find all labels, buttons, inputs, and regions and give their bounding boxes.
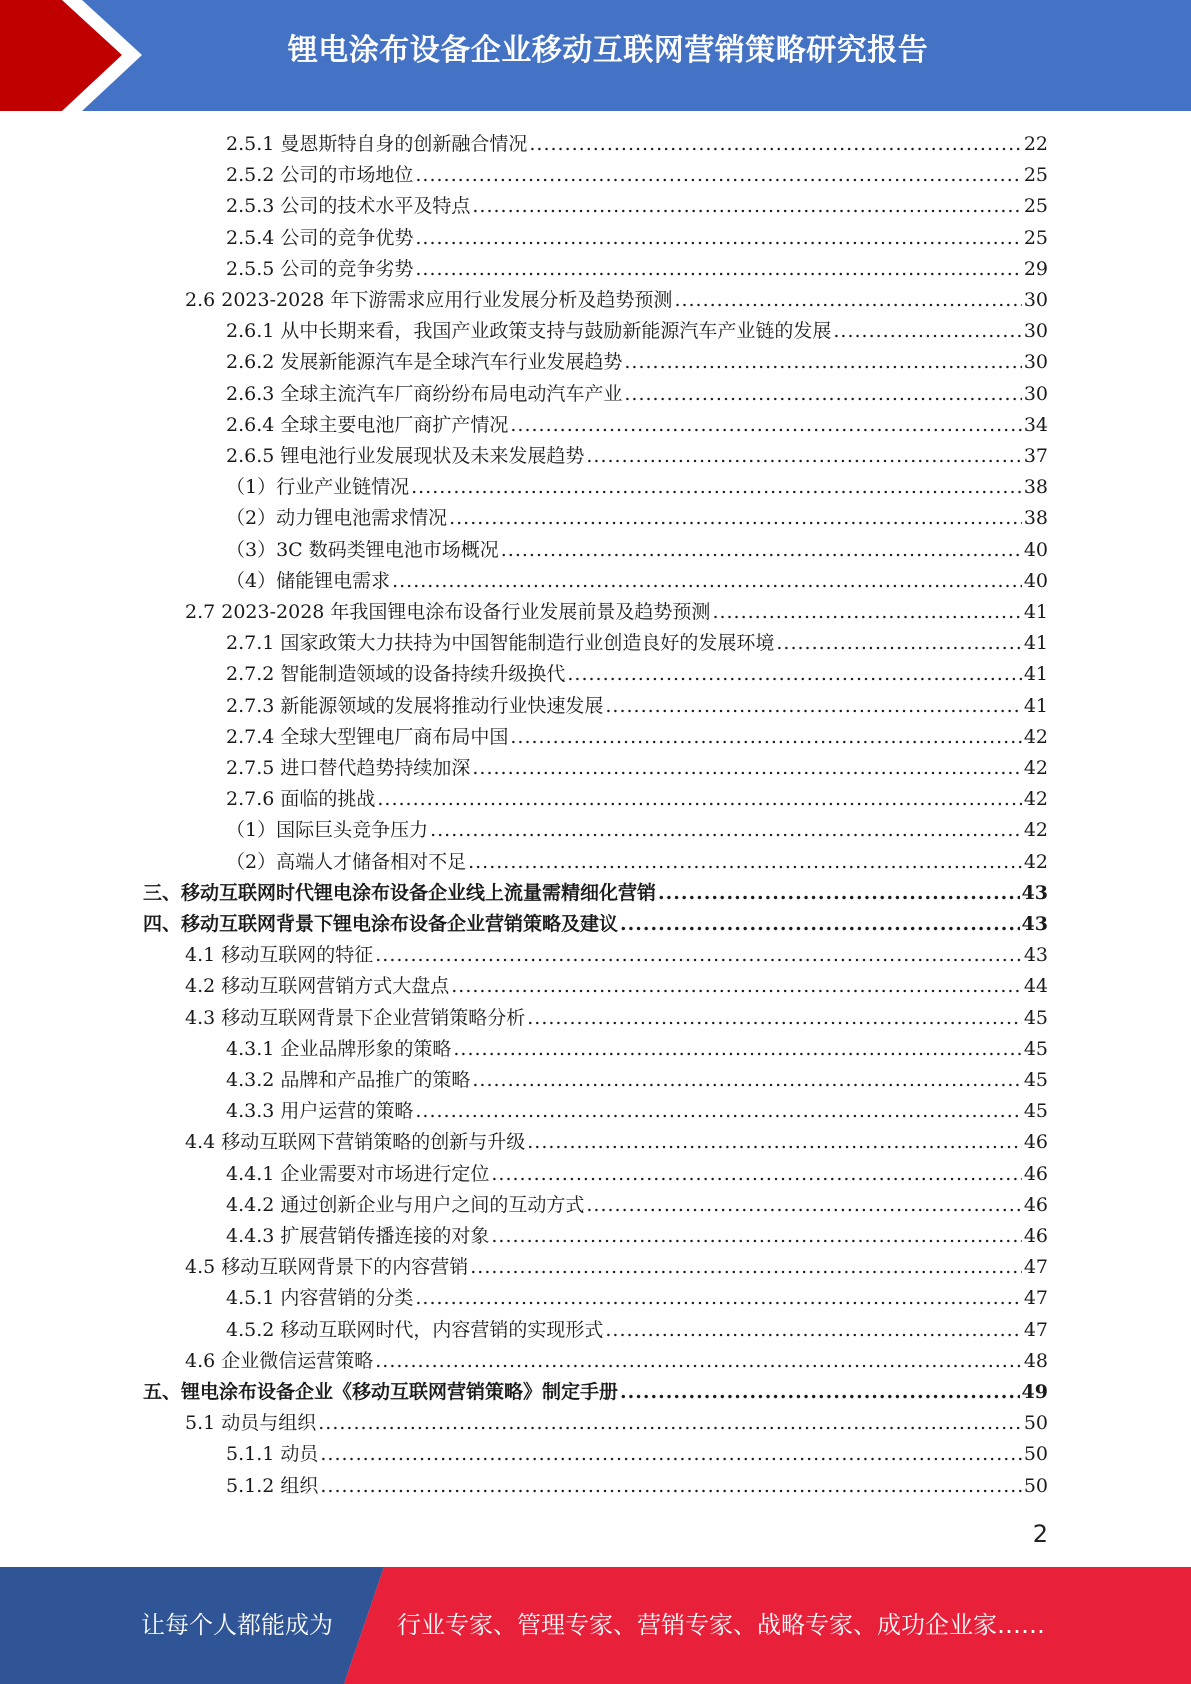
toc-entry-page: 25 (1023, 164, 1048, 187)
toc-dot-leader (415, 163, 1021, 187)
toc-entry[interactable] (226, 783, 1048, 811)
toc-entry[interactable] (226, 752, 1048, 780)
toc-entry-page: 29 (1023, 257, 1048, 280)
toc-entry[interactable] (226, 253, 1048, 281)
toc-entry-title: （4）储能锂电需求 (226, 569, 391, 592)
toc-entry-page: 47 (1023, 1287, 1048, 1310)
toc-entry-page: 30 (1023, 320, 1048, 343)
toc-entry-page: 47 (1023, 1318, 1048, 1341)
toc-entry[interactable] (226, 346, 1048, 374)
toc-entry-page: 41 (1023, 601, 1048, 623)
toc-dot-leader (776, 631, 1021, 655)
toc-entry[interactable] (226, 658, 1048, 686)
toc-entry[interactable] (226, 1438, 1048, 1466)
toc-entry[interactable] (226, 1158, 1048, 1186)
toc-dot-leader (527, 1130, 1022, 1154)
toc-entry[interactable] (226, 159, 1048, 187)
toc-entry-title: 2.5.4 公司的竞争优势 (226, 226, 414, 249)
toc-dot-leader (375, 943, 1022, 967)
toc-entry-page: 50 (1023, 1412, 1048, 1435)
toc-entry-title: 2.7 2023-2028 年我国锂电涂布设备行业发展前景及趋势预测 (185, 601, 711, 623)
toc-entry-title: 4.3.2 品牌和产品推广的策略 (226, 1069, 471, 1091)
toc-entry[interactable] (226, 190, 1048, 218)
toc-entry[interactable] (185, 1251, 1048, 1279)
toc-dot-leader (833, 319, 1021, 343)
toc-entry[interactable] (143, 877, 1048, 905)
toc-dot-leader (320, 1474, 1021, 1498)
toc-entry[interactable] (226, 627, 1048, 655)
toc-dot-leader (375, 1349, 1022, 1373)
toc-entry-page: 50 (1023, 1443, 1048, 1466)
toc-dot-leader (712, 600, 1021, 624)
toc-dot-leader (377, 787, 1021, 811)
toc-entry-page: 42 (1023, 819, 1048, 842)
page-number: 2 (1032, 1520, 1048, 1548)
toc-dot-leader (453, 1037, 1021, 1061)
toc-entry[interactable] (185, 1126, 1048, 1154)
toc-entry-page: 45 (1023, 1069, 1048, 1091)
toc-entry-title: 2.5.5 公司的竞争劣势 (226, 257, 414, 280)
toc-entry-page: 30 (1023, 382, 1048, 405)
report-title: 锂电涂布设备企业移动互联网营销策略研究报告 (287, 33, 929, 68)
toc-entry-title: （1）国际巨头竞争压力 (226, 819, 429, 842)
toc-entry-title: 2.6 2023-2028 年下游需求应用行业发展分析及趋势预测 (185, 289, 673, 311)
toc-entry[interactable] (226, 1314, 1048, 1342)
toc-entry-title: 三、移动互联网时代锂电涂布设备企业线上流量需精细化营销 (143, 881, 657, 904)
toc-entry[interactable] (226, 690, 1048, 718)
toc-entry-title: 4.1 移动互联网的特征 (185, 944, 374, 967)
toc-entry-title: 2.6.5 锂电池行业发展现状及未来发展趋势 (226, 445, 585, 467)
toc-entry-title: （2）高端人才储备相对不足 (226, 850, 467, 873)
toc-entry-page: 46 (1023, 1193, 1048, 1216)
toc-entry-page: 43 (1021, 913, 1048, 935)
toc-entry-page: 25 (1023, 195, 1048, 218)
toc-dot-leader (430, 818, 1022, 842)
toc-entry[interactable] (185, 1407, 1048, 1435)
toc-entry-page: 43 (1023, 944, 1048, 967)
toc-entry-title: 2.7.4 全球大型锂电厂商布局中国 (226, 725, 509, 748)
toc-entry[interactable] (226, 222, 1048, 250)
toc-dot-leader (605, 694, 1021, 718)
toc-dot-leader (620, 912, 1020, 936)
toc-entry-title: 4.5 移动互联网背景下的内容营销 (185, 1256, 469, 1279)
toc-entry-title: 2.6.4 全球主要电池厂商扩产情况 (226, 413, 509, 436)
toc-entry-page: 41 (1023, 663, 1048, 686)
toc-entry-title: 2.7.5 进口替代趋势持续加深 (226, 757, 471, 779)
toc-dot-leader (320, 1442, 1021, 1466)
toc-entry-title: 2.5.1 曼恩斯特自身的创新融合情况 (226, 133, 528, 155)
toc-dot-leader (318, 1411, 1022, 1435)
toc-entry-title: 2.7.3 新能源领域的发展将推动行业快速发展 (226, 694, 604, 717)
toc-entry[interactable] (226, 721, 1048, 749)
toc-entry[interactable] (226, 1095, 1048, 1123)
toc-dot-leader (472, 1068, 1021, 1092)
toc-entry-title: 2.6.2 发展新能源汽车是全球汽车行业发展趋势 (226, 351, 623, 374)
toc-entry-page: 40 (1023, 569, 1048, 592)
toc-dot-leader (529, 132, 1021, 156)
toc-entry-page: 45 (1023, 1006, 1048, 1029)
toc-dot-leader (472, 194, 1021, 218)
toc-entry[interactable] (226, 534, 1048, 562)
toc-entry-page: 38 (1023, 507, 1048, 530)
toc-dot-leader (620, 1380, 1020, 1404)
toc-entry-title: 四、移动互联网背景下锂电涂布设备企业营销策略及建议 (143, 913, 619, 935)
toc-entry[interactable] (226, 128, 1048, 156)
toc-entry[interactable] (185, 970, 1048, 998)
toc-entry[interactable] (226, 1064, 1048, 1092)
toc-entry-page: 46 (1023, 1225, 1048, 1247)
toc-entry[interactable] (226, 1189, 1048, 1217)
footer-slogan-left: 让每个人都能成为 (141, 1611, 333, 1639)
toc-entry-page: 46 (1023, 1162, 1048, 1185)
toc-entry-page: 30 (1023, 289, 1048, 311)
toc-entry-title: 4.5.1 内容营销的分类 (226, 1287, 414, 1310)
toc-dot-leader (491, 1224, 1021, 1248)
toc-entry-page: 45 (1023, 1037, 1048, 1060)
toc-entry-title: 5.1.1 动员 (226, 1443, 319, 1466)
toc-dot-leader (510, 725, 1021, 749)
toc-dot-leader (472, 756, 1021, 780)
toc-entry-title: 4.3 移动互联网背景下企业营销策略分析 (185, 1006, 526, 1029)
toc-entry-title: 2.5.3 公司的技术水平及特点 (226, 195, 471, 218)
toc-entry[interactable] (226, 440, 1048, 468)
toc-entry-title: 4.6 企业微信运营策略 (185, 1349, 374, 1372)
toc-entry[interactable] (226, 409, 1048, 437)
toc-dot-leader (392, 569, 1022, 593)
toc-entry-page: 44 (1023, 975, 1048, 998)
toc-dot-leader (468, 850, 1022, 874)
toc-entry[interactable] (143, 1376, 1048, 1404)
toc-entry[interactable] (226, 471, 1048, 499)
toc-entry-page: 40 (1023, 538, 1048, 561)
toc-entry[interactable] (226, 1220, 1048, 1248)
toc-entry-page: 42 (1023, 850, 1048, 873)
toc-entry-page: 47 (1023, 1256, 1048, 1279)
toc-entry-page: 48 (1023, 1349, 1048, 1372)
header-arrow-decoration (0, 0, 160, 111)
toc-entry-page: 30 (1023, 351, 1048, 374)
toc-dot-leader (501, 538, 1022, 562)
toc-entry-title: 4.2 移动互联网营销方式大盘点 (185, 975, 450, 998)
toc-entry[interactable] (226, 378, 1048, 406)
toc-entry-page: 34 (1023, 413, 1048, 436)
toc-entry-title: 4.4.1 企业需要对市场进行定位 (226, 1162, 490, 1185)
toc-entry-page: 42 (1023, 788, 1048, 811)
toc-dot-leader (415, 1286, 1021, 1310)
header-bar (0, 0, 1191, 111)
toc-entry-title: 2.7.6 面临的挑战 (226, 788, 376, 811)
toc-entry-page: 46 (1023, 1131, 1048, 1154)
toc-dot-leader (491, 1162, 1021, 1186)
toc-dot-leader (470, 1255, 1022, 1279)
toc-dot-leader (415, 257, 1021, 281)
toc-entry-title: 2.5.2 公司的市场地位 (226, 164, 414, 187)
toc-dot-leader (605, 1318, 1021, 1342)
toc-entry-title: 2.7.1 国家政策大力扶持为中国智能制造行业创造良好的发展环境 (226, 632, 775, 655)
toc-entry-page: 41 (1023, 694, 1048, 717)
toc-dot-leader (510, 413, 1021, 437)
toc-entry[interactable] (226, 814, 1048, 842)
toc-entry-title: （3）3C 数码类锂电池市场概况 (226, 538, 499, 561)
toc-entry-page: 42 (1023, 757, 1048, 779)
toc-dot-leader (658, 881, 1020, 905)
toc-entry[interactable] (226, 846, 1048, 874)
toc-entry-title: 4.4.3 扩展营销传播连接的对象 (226, 1225, 490, 1247)
toc-dot-leader (449, 506, 1022, 530)
toc-entry-page: 50 (1023, 1474, 1048, 1497)
toc-dot-leader (567, 662, 1021, 686)
toc-entry-page: 37 (1023, 445, 1048, 467)
toc-dot-leader (624, 350, 1021, 374)
toc-entry-title: 2.7.2 智能制造领域的设备持续升级换代 (226, 663, 566, 686)
toc-entry[interactable] (226, 315, 1048, 343)
toc-entry-title: （1）行业产业链情况 (226, 476, 410, 499)
toc-entry-title: 4.3.1 企业品牌形象的策略 (226, 1037, 452, 1060)
toc-entry-page: 45 (1023, 1100, 1048, 1123)
toc-entry[interactable] (185, 596, 1048, 624)
footer-bar (0, 1567, 1191, 1684)
toc-entry[interactable] (226, 502, 1048, 530)
toc-dot-leader (411, 475, 1022, 499)
toc-dot-leader (586, 1193, 1021, 1217)
footer-slogan-right: 行业专家、管理专家、营销专家、战略专家、成功企业家…… (397, 1611, 1045, 1639)
toc-entry-title: 5.1 动员与组织 (185, 1412, 317, 1435)
toc-entry[interactable] (226, 1033, 1048, 1061)
toc-entry-page: 25 (1023, 226, 1048, 249)
toc-entry[interactable] (143, 908, 1048, 936)
toc-entry-title: 4.4.2 通过创新企业与用户之间的互动方式 (226, 1193, 585, 1216)
toc-entry-page: 38 (1023, 476, 1048, 499)
toc-entry[interactable] (185, 1002, 1048, 1030)
toc-entry[interactable] (226, 565, 1048, 593)
toc-entry[interactable] (226, 1470, 1048, 1498)
toc-dot-leader (586, 444, 1021, 468)
toc-dot-leader (624, 382, 1021, 406)
toc-entry[interactable] (185, 1345, 1048, 1373)
toc-dot-leader (415, 226, 1021, 250)
toc-entry-title: 五、锂电涂布设备企业《移动互联网营销策略》制定手册 (143, 1381, 619, 1403)
toc-entry[interactable] (185, 939, 1048, 967)
toc-entry-title: 4.3.3 用户运营的策略 (226, 1100, 414, 1123)
toc-dot-leader (415, 1099, 1021, 1123)
toc-entry-title: （2）动力锂电池需求情况 (226, 507, 448, 530)
toc-entry-page: 43 (1021, 881, 1048, 904)
toc-dot-leader (527, 1006, 1022, 1030)
toc-entry-page: 42 (1023, 725, 1048, 748)
toc-dot-leader (674, 288, 1021, 312)
toc-entry[interactable] (185, 284, 1048, 312)
toc-entry-page: 41 (1023, 632, 1048, 655)
toc-entry-page: 22 (1023, 133, 1048, 155)
toc-entry-page: 49 (1021, 1381, 1048, 1403)
toc-entry-title: 5.1.2 组织 (226, 1474, 319, 1497)
toc-entry-title: 4.4 移动互联网下营销策略的创新与升级 (185, 1131, 526, 1154)
toc-entry[interactable] (226, 1282, 1048, 1310)
toc-entry-title: 2.6.3 全球主流汽车厂商纷纷布局电动汽车产业 (226, 382, 623, 405)
toc-dot-leader (451, 974, 1022, 998)
toc-entry-title: 2.6.1 从中长期来看，我国产业政策支持与鼓励新能源汽车产业链的发展 (226, 320, 832, 343)
toc-entry-title: 4.5.2 移动互联网时代，内容营销的实现形式 (226, 1318, 604, 1341)
